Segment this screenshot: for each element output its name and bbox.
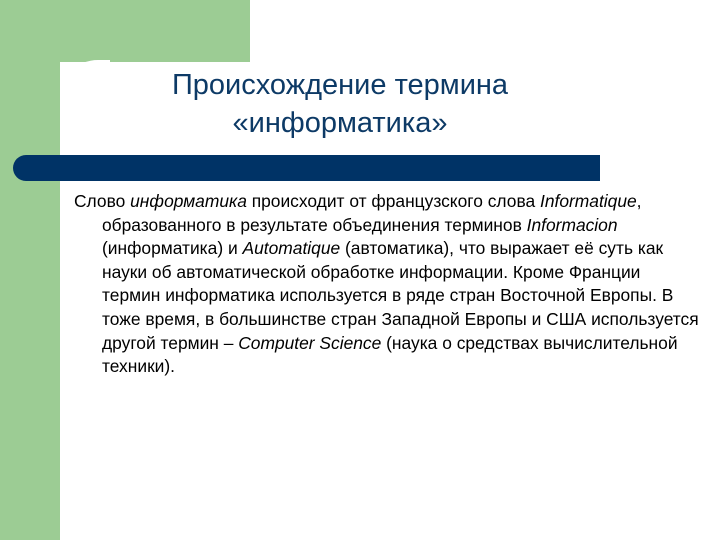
title-divider-bar: [13, 155, 600, 181]
body-text-segment: (информатика) и: [102, 238, 243, 259]
slide-body-paragraph: [74, 190, 702, 379]
body-text-segment: происходит от французского слова: [246, 191, 540, 211]
body-text-segment: , образованного в результате объединения терминов: [102, 191, 642, 235]
term-informatika: информатика: [130, 191, 247, 211]
body-text-segment: (наука о средствах вычислительной техники).: [102, 332, 678, 377]
term-informatique: Informatique: [540, 191, 637, 211]
body-text-segment: (автоматика), что выражает её суть как науки об автоматической обработке информации. Кроме Франции термин информатика используется в ряде стран Восточной Европы. В тоже время, в большинстве стран Западной Европы и США используется другой термин –: [102, 238, 699, 353]
term-automatique: Automatique: [242, 238, 341, 259]
term-informacion: Informacion: [526, 214, 618, 235]
slide-title-line-1: Происхождение термина: [171, 69, 509, 101]
decorative-rounded-corner: [60, 60, 110, 110]
slide-title-line-2: «информатика»: [232, 107, 448, 139]
slide-title: [110, 66, 570, 142]
term-computer-science: Computer Science: [238, 332, 382, 353]
body-text-segment: Слово: [74, 191, 131, 211]
decorative-green-left-stripe: [0, 0, 60, 540]
